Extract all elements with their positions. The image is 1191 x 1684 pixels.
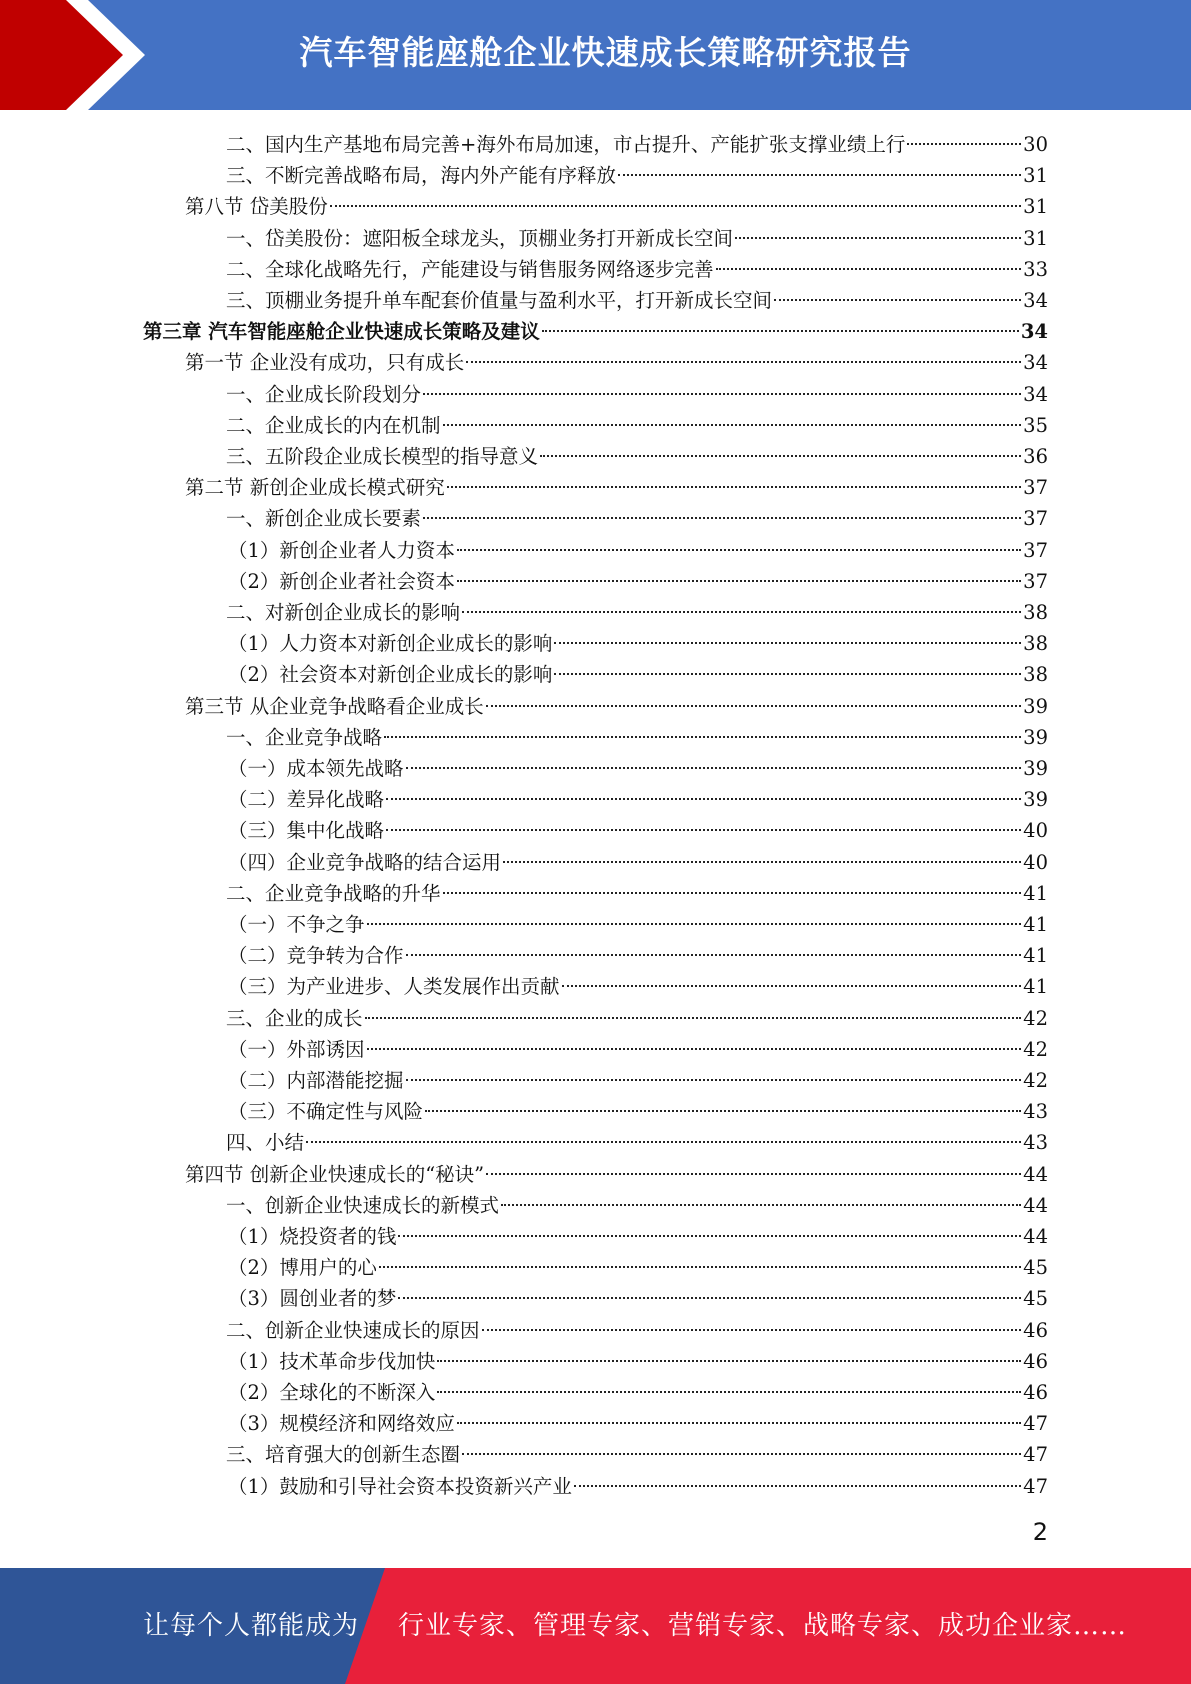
toc-entry[interactable] <box>185 472 1048 503</box>
toc-entry[interactable] <box>226 1127 1048 1158</box>
toc-entry[interactable] <box>228 847 1048 878</box>
toc-entry-title: 一、创新企业快速成长的新模式 <box>226 1193 500 1217</box>
toc-entry[interactable] <box>226 379 1048 410</box>
toc-entry-page: 37 <box>1023 569 1048 593</box>
toc-entry[interactable] <box>226 597 1048 628</box>
toc-entry-page: 30 <box>1023 133 1048 156</box>
toc-entry-title: （1）人力资本对新创企业成长的影响 <box>228 632 553 656</box>
toc-entry[interactable] <box>228 1346 1048 1377</box>
toc-dot-leader <box>542 330 1019 332</box>
report-title: 汽车智能座舱企业快速成长策略研究报告 <box>299 33 912 72</box>
page-number: 2 <box>1032 1518 1048 1546</box>
toc-dot-leader <box>774 299 1021 301</box>
page-footer <box>0 1568 1191 1684</box>
toc-entry-title: 一、企业成长阶段划分 <box>226 382 422 406</box>
toc-entry-page: 35 <box>1023 413 1048 437</box>
toc-dot-leader <box>384 736 1021 738</box>
toc-entry[interactable] <box>226 254 1048 285</box>
toc-entry-title: 二、国内生产基地布局完善+海外布局加速，市占提升、产能扩张支撑业绩上行 <box>226 133 906 156</box>
toc-entry-title: （2）博用户的心 <box>228 1256 377 1280</box>
toc-entry-title: （三）集中化战略 <box>228 819 385 843</box>
toc-entry-page: 43 <box>1023 1100 1048 1124</box>
toc-entry[interactable] <box>226 1003 1048 1034</box>
toc-entry-title: 三、培育强大的创新生态圈 <box>226 1443 461 1467</box>
toc-dot-leader <box>367 923 1022 925</box>
toc-entry-page: 42 <box>1023 1037 1048 1061</box>
toc-entry-title: （1）新创企业者人力资本 <box>228 538 455 562</box>
toc-entry-title: （四）企业竞争战略的结合运用 <box>228 850 502 874</box>
toc-entry[interactable] <box>228 1096 1048 1127</box>
toc-entry[interactable] <box>226 410 1048 441</box>
toc-dot-leader <box>618 174 1021 176</box>
toc-entry[interactable] <box>228 1252 1048 1283</box>
toc-entry-title: 第八节 岱美股份 <box>185 195 328 219</box>
toc-entry-title: （1）技术革命步伐加快 <box>228 1349 436 1373</box>
toc-entry[interactable] <box>143 316 1048 347</box>
toc-entry[interactable] <box>228 628 1048 659</box>
toc-dot-leader <box>406 1079 1022 1081</box>
toc-dot-leader <box>330 205 1021 207</box>
toc-dot-leader <box>486 1173 1021 1175</box>
toc-dot-leader <box>423 517 1021 519</box>
toc-entry-title: 第四节 创新企业快速成长的“秘诀” <box>185 1162 485 1186</box>
toc-entry[interactable] <box>226 722 1048 753</box>
toc-entry[interactable] <box>228 753 1048 784</box>
toc-dot-leader <box>406 767 1022 769</box>
toc-entry-page: 42 <box>1023 1006 1048 1030</box>
toc-entry-page: 39 <box>1023 694 1048 718</box>
toc-entry-title: （2）新创企业者社会资本 <box>228 569 455 593</box>
toc-entry-page: 33 <box>1023 257 1048 281</box>
toc-entry-title: （二）内部潜能挖掘 <box>228 1069 404 1092</box>
toc-entry[interactable] <box>226 160 1048 191</box>
toc-entry-title: （二）竞争转为合作 <box>228 944 404 968</box>
toc-entry-title: 二、创新企业快速成长的原因 <box>226 1318 480 1342</box>
toc-dot-leader <box>466 361 1021 363</box>
toc-entry-page: 43 <box>1023 1131 1048 1155</box>
toc-dot-leader <box>423 393 1021 395</box>
toc-entry-page: 34 <box>1023 382 1048 406</box>
toc-entry-page: 34 <box>1023 289 1048 312</box>
toc-entry[interactable] <box>185 347 1048 378</box>
toc-dot-leader <box>386 798 1021 800</box>
toc-entry-page: 31 <box>1023 195 1048 219</box>
toc-entry-page: 41 <box>1023 975 1048 999</box>
footer-slogan-left: 让每个人都能成为 <box>143 1611 360 1641</box>
toc-entry[interactable] <box>228 566 1048 597</box>
toc-dot-leader <box>379 1266 1021 1268</box>
toc-entry-page: 44 <box>1023 1162 1048 1186</box>
toc-entry[interactable] <box>185 191 1048 222</box>
toc-entry-title: （2）全球化的不断深入 <box>228 1381 436 1404</box>
toc-dot-leader <box>501 1204 1021 1206</box>
toc-dot-leader <box>425 1110 1021 1112</box>
toc-dot-leader <box>443 424 1022 426</box>
toc-entry[interactable] <box>228 1221 1048 1252</box>
toc-entry[interactable] <box>228 1377 1048 1408</box>
toc-entry[interactable] <box>228 1034 1048 1065</box>
toc-entry-page: 36 <box>1023 445 1048 468</box>
toc-entry[interactable] <box>226 1315 1048 1346</box>
toc-entry-title: 三、顶棚业务提升单车配套价值量与盈利水平，打开新成长空间 <box>226 289 773 312</box>
toc-entry-title: （2）社会资本对新创企业成长的影响 <box>228 663 553 687</box>
toc-entry-page: 44 <box>1023 1193 1048 1217</box>
toc-dot-leader <box>462 611 1021 613</box>
toc-entry-title: 一、企业竞争战略 <box>226 725 383 749</box>
toc-dot-leader <box>503 861 1021 863</box>
toc-entry-title: 三、五阶段企业成长模型的指导意义 <box>226 445 539 468</box>
toc-entry[interactable] <box>226 129 1048 160</box>
toc-entry-title: （一）外部诱因 <box>228 1037 365 1061</box>
toc-entry-page: 39 <box>1023 757 1048 780</box>
toc-entry-page: 31 <box>1023 164 1048 188</box>
toc-dot-leader <box>447 486 1021 488</box>
toc-entry-title: 二、企业竞争战略的升华 <box>226 881 441 905</box>
toc-entry-page: 42 <box>1023 1069 1048 1092</box>
toc-entry[interactable] <box>185 691 1048 722</box>
toc-entry-page: 38 <box>1023 601 1048 624</box>
toc-entry-title: 四、小结 <box>226 1131 305 1155</box>
toc-entry-page: 38 <box>1023 632 1048 656</box>
toc-entry-page: 45 <box>1023 1256 1048 1280</box>
toc-entry[interactable] <box>228 1471 1048 1502</box>
toc-entry[interactable] <box>228 1408 1048 1439</box>
toc-entry-title: 一、新创企业成长要素 <box>226 507 422 531</box>
toc-entry[interactable] <box>228 971 1048 1002</box>
toc-entry[interactable] <box>228 784 1048 815</box>
toc-entry[interactable] <box>228 815 1048 846</box>
toc-entry-title: 三、不断完善战略布局，海内外产能有序释放 <box>226 164 617 188</box>
toc-entry[interactable] <box>228 535 1048 566</box>
toc-dot-leader <box>457 549 1021 551</box>
toc-entry-page: 40 <box>1023 850 1048 874</box>
toc-entry[interactable] <box>226 285 1048 316</box>
toc-dot-leader <box>367 1048 1022 1050</box>
toc-entry-title: 二、企业成长的内在机制 <box>226 413 441 437</box>
toc-entry[interactable] <box>226 441 1048 472</box>
toc-entry-page: 47 <box>1023 1474 1048 1498</box>
toc-entry-title: 第一节 企业没有成功，只有成长 <box>185 351 465 375</box>
toc-entry-title: （1）烧投资者的钱 <box>228 1225 397 1248</box>
toc-dot-leader <box>554 673 1021 675</box>
toc-entry-title: 二、全球化战略先行，产能建设与销售服务网络逐步完善 <box>226 257 714 281</box>
toc-entry[interactable] <box>228 1065 1048 1096</box>
toc-entry[interactable] <box>228 909 1048 940</box>
toc-dot-leader <box>554 642 1021 644</box>
toc-entry[interactable] <box>226 503 1048 534</box>
toc-entry[interactable] <box>185 1159 1048 1190</box>
toc-dot-leader <box>437 1391 1021 1393</box>
toc-entry[interactable] <box>226 1190 1048 1221</box>
toc-entry-title: 第三节 从企业竞争战略看企业成长 <box>185 694 484 718</box>
toc-entry-page: 41 <box>1023 881 1048 905</box>
toc-entry-title: 第二节 新创企业成长模式研究 <box>185 476 445 500</box>
toc-entry-page: 47 <box>1023 1412 1048 1436</box>
toc-entry-title: （三）为产业进步、人类发展作出贡献 <box>228 975 560 999</box>
toc-dot-leader <box>457 1422 1021 1424</box>
toc-entry-title: 第三章 汽车智能座舱企业快速成长策略及建议 <box>143 320 540 344</box>
toc-entry-page: 37 <box>1023 507 1048 531</box>
toc-entry[interactable] <box>228 659 1048 690</box>
toc-entry-page: 46 <box>1023 1381 1048 1404</box>
toc-entry-page: 39 <box>1023 725 1048 749</box>
toc-entry-page: 37 <box>1023 476 1048 500</box>
toc-dot-leader <box>735 237 1021 239</box>
toc-dot-leader <box>482 1329 1022 1331</box>
toc-entry-page: 37 <box>1023 538 1048 562</box>
toc-dot-leader <box>462 1453 1021 1455</box>
toc-entry-page: 34 <box>1020 320 1048 344</box>
toc-entry-title: （三）不确定性与风险 <box>228 1100 424 1124</box>
toc-entry-page: 34 <box>1023 351 1048 375</box>
toc-entry-title: （1）鼓励和引导社会资本投资新兴产业 <box>228 1474 572 1498</box>
toc-entry[interactable] <box>226 223 1048 254</box>
toc-entry[interactable] <box>226 878 1048 909</box>
toc-entry-title: （一）不争之争 <box>228 913 365 936</box>
toc-dot-leader <box>907 143 1021 145</box>
toc-dot-leader <box>306 1141 1021 1143</box>
toc-entry-page: 46 <box>1023 1349 1048 1373</box>
toc-entry[interactable] <box>226 1439 1048 1470</box>
footer-slogan-right: 行业专家、管理专家、营销专家、战略专家、成功企业家…… <box>398 1611 1128 1641</box>
toc-dot-leader <box>386 829 1021 831</box>
page-header <box>0 0 1191 110</box>
toc-entry[interactable] <box>228 940 1048 971</box>
toc-entry-title: 二、对新创企业成长的影响 <box>226 601 461 624</box>
toc-dot-leader <box>443 892 1022 894</box>
toc-entry-title: 三、企业的成长 <box>226 1006 363 1030</box>
toc-dot-leader <box>540 455 1021 457</box>
toc-dot-leader <box>437 1360 1021 1362</box>
toc-dot-leader <box>365 1017 1022 1019</box>
toc-dot-leader <box>398 1235 1021 1237</box>
toc-dot-leader <box>406 954 1022 956</box>
toc-entry-page: 44 <box>1023 1225 1048 1248</box>
toc-entry-page: 39 <box>1023 788 1048 812</box>
toc-entry-title: （3）规模经济和网络效应 <box>228 1412 455 1436</box>
toc-entry-page: 47 <box>1023 1443 1048 1467</box>
toc-dot-leader <box>716 268 1022 270</box>
toc-entry-title: 一、岱美股份：遮阳板全球龙头，顶棚业务打开新成长空间 <box>226 226 734 250</box>
toc-entry-page: 40 <box>1023 819 1048 843</box>
toc-entry-title: （一）成本领先战略 <box>228 757 404 780</box>
toc-dot-leader <box>486 705 1021 707</box>
toc-entry-page: 31 <box>1023 226 1048 250</box>
toc-dot-leader <box>574 1485 1021 1487</box>
toc-entry-title: （3）圆创业者的梦 <box>228 1287 397 1311</box>
toc-dot-leader <box>562 985 1022 987</box>
toc-entry-page: 41 <box>1023 913 1048 936</box>
toc-entry[interactable] <box>228 1283 1048 1314</box>
toc-entry-title: （二）差异化战略 <box>228 788 385 812</box>
toc-dot-leader <box>398 1297 1021 1299</box>
toc-entry-page: 38 <box>1023 663 1048 687</box>
toc-entry-page: 45 <box>1023 1287 1048 1311</box>
toc-entry-page: 41 <box>1023 944 1048 968</box>
toc-dot-leader <box>457 580 1021 582</box>
toc-entry-page: 46 <box>1023 1318 1048 1342</box>
